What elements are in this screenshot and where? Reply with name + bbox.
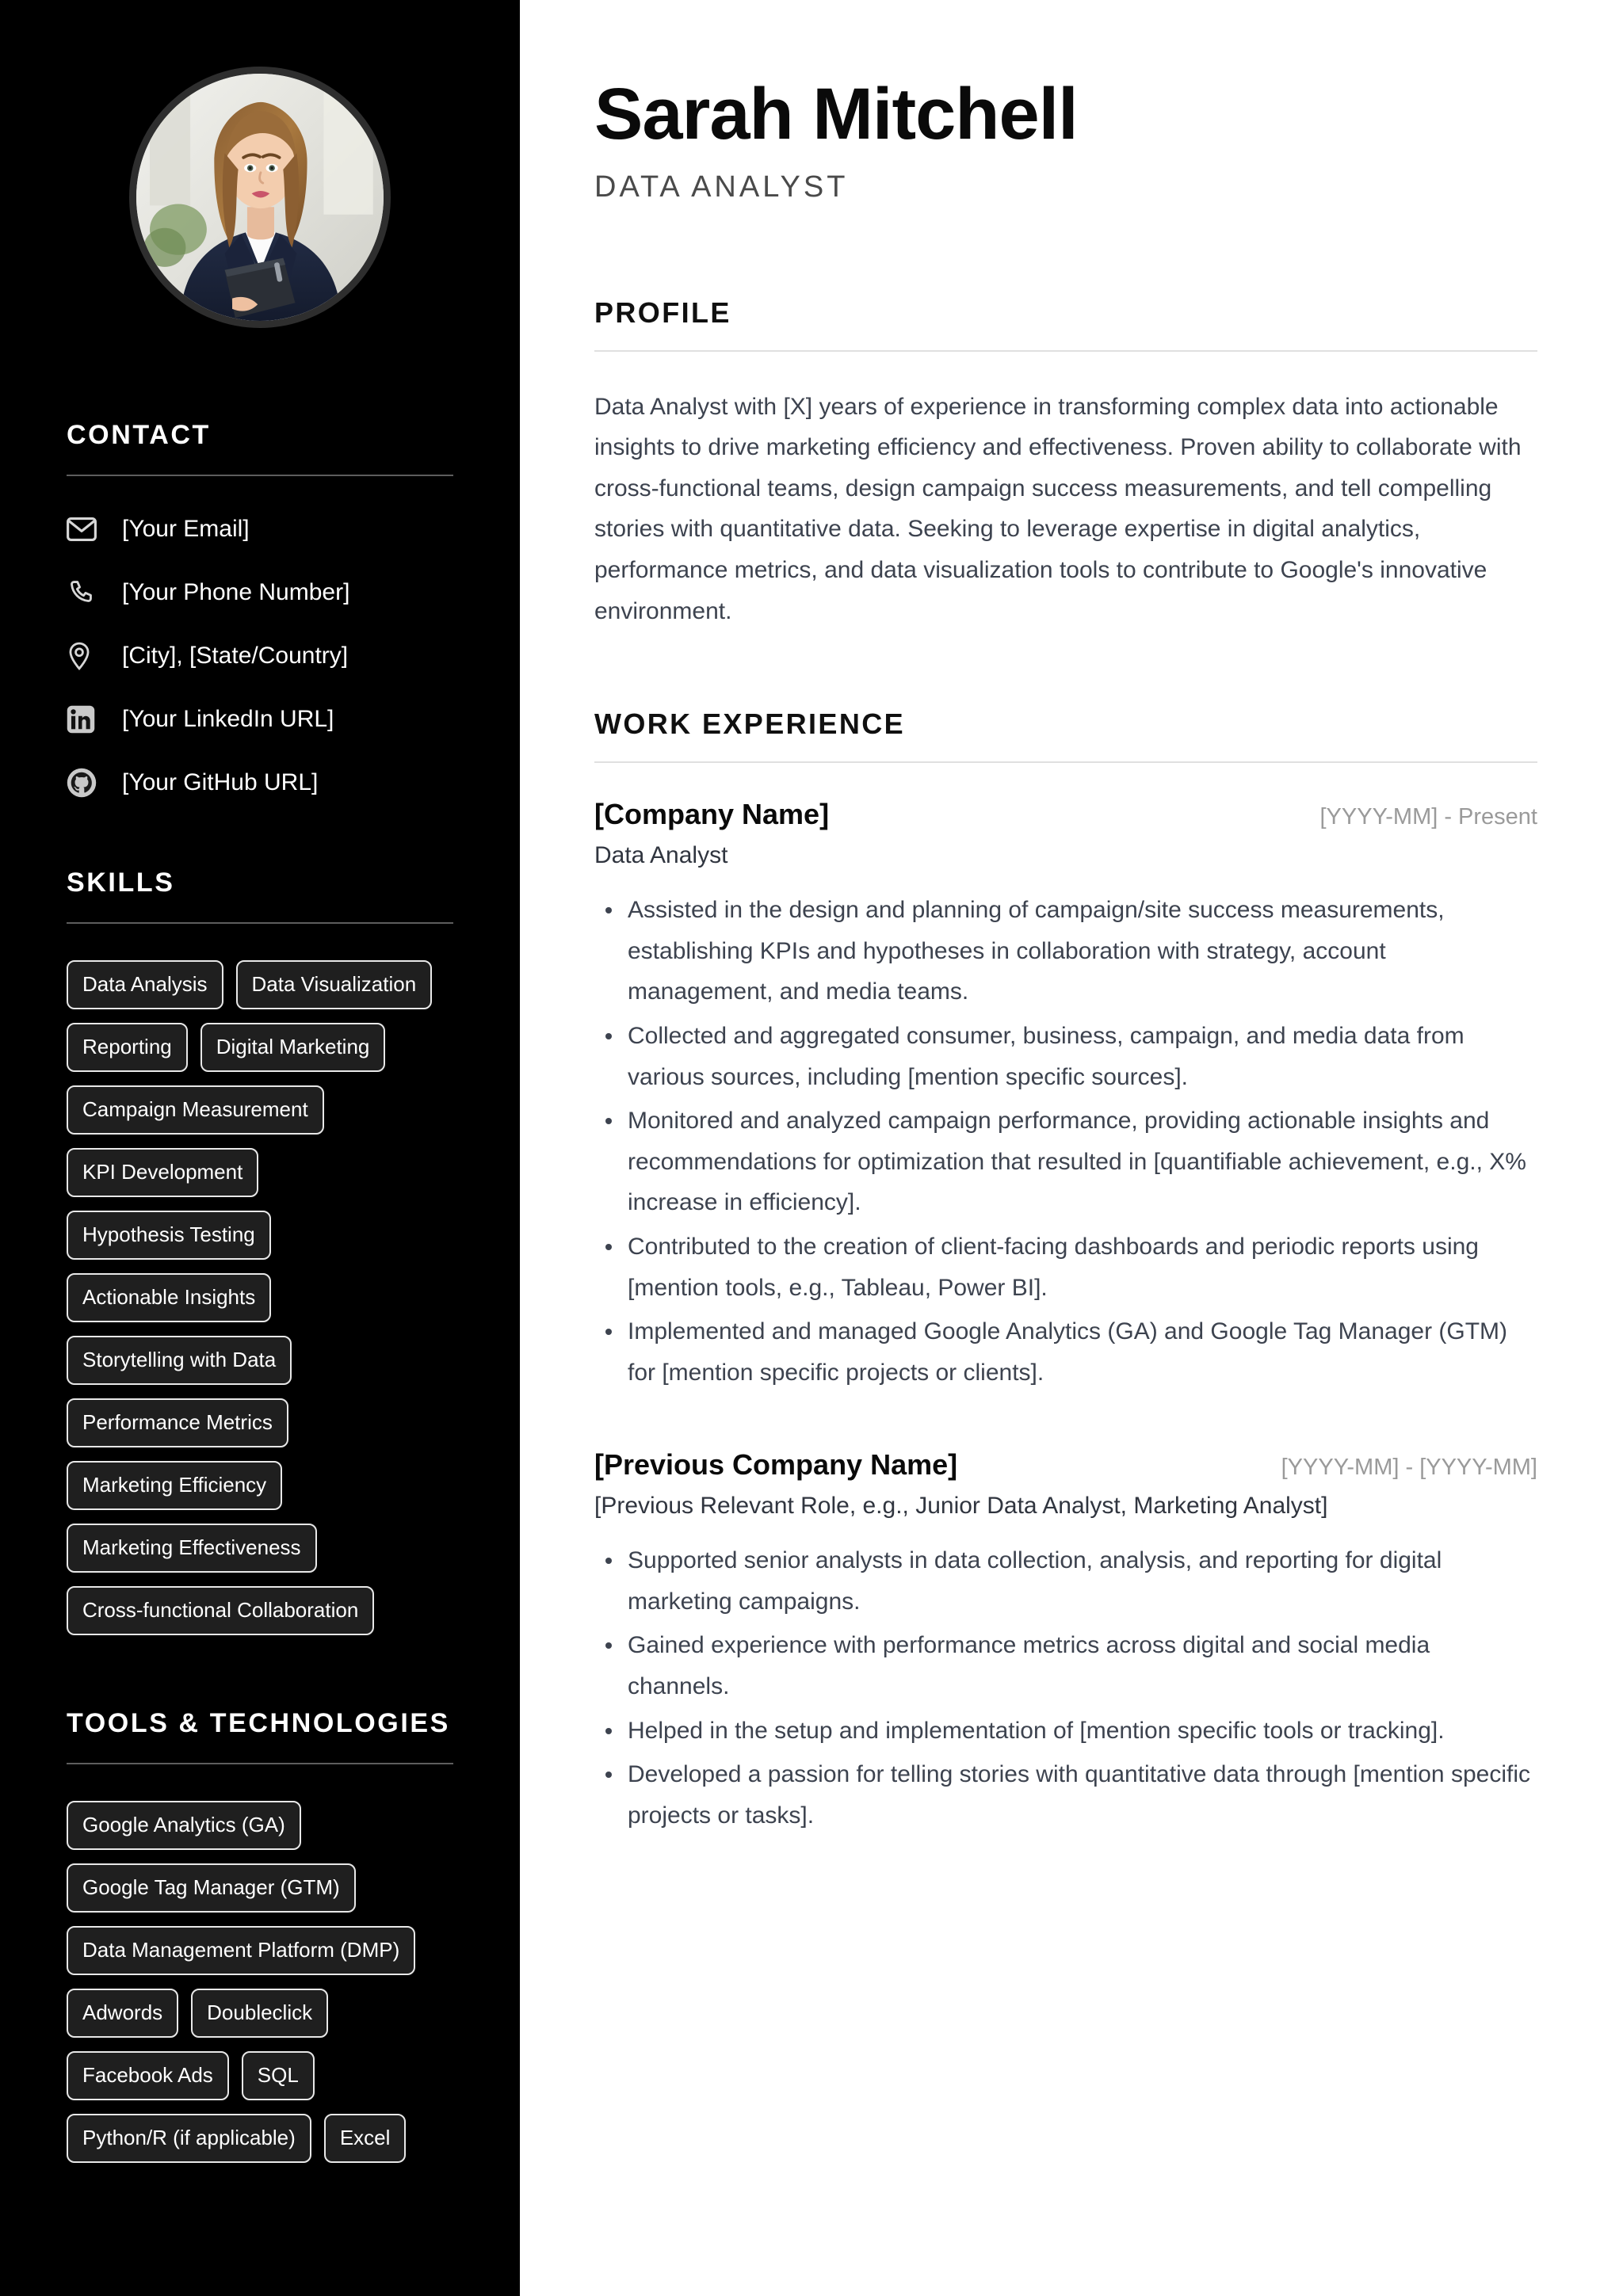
- experience-list: [594, 798, 1537, 1836]
- skills-heading: SKILLS: [67, 868, 175, 898]
- main-content: [520, 0, 1623, 2296]
- responsibility-item: Contributed to the creation of client-facing dashboards and periodic reports using [mention tools, e.g., Tableau, Power BI].: [594, 1226, 1537, 1308]
- tool-tag[interactable]: Adwords: [67, 1989, 178, 2038]
- contact-item-email[interactable]: [67, 513, 453, 546]
- contact-divider: [67, 475, 453, 476]
- tools-heading: TOOLS & TECHNOLOGIES: [67, 1708, 450, 1738]
- profile-section-heading: PROFILE: [594, 296, 731, 329]
- experience-entry: [594, 1448, 1537, 1836]
- contact-phone-label: [Your Phone Number]: [122, 579, 350, 605]
- skill-tag[interactable]: Data Visualization: [236, 960, 433, 1009]
- tool-tag[interactable]: Data Management Platform (DMP): [67, 1926, 415, 1975]
- employment-dates: [YYYY-MM] - Present: [1319, 804, 1537, 830]
- linkedin-icon: [67, 703, 101, 736]
- skill-tag[interactable]: Digital Marketing: [200, 1023, 386, 1072]
- contact-item-linkedin[interactable]: [67, 703, 453, 736]
- skill-tag[interactable]: Campaign Measurement: [67, 1085, 324, 1135]
- responsibility-item: Supported senior analysts in data collection, analysis, and reporting for digital marketing campaigns.: [594, 1540, 1537, 1622]
- skill-tag[interactable]: Storytelling with Data: [67, 1336, 292, 1385]
- tools-divider: [67, 1763, 453, 1764]
- tools-tag-list: [67, 1801, 453, 2163]
- skill-tag[interactable]: Marketing Efficiency: [67, 1461, 282, 1510]
- company-name: [Company Name]: [594, 798, 830, 831]
- github-icon: [67, 766, 101, 799]
- skill-tag[interactable]: Performance Metrics: [67, 1398, 288, 1447]
- responsibility-item: Gained experience with performance metrics across digital and social media channels.: [594, 1625, 1537, 1707]
- responsibility-item: Developed a passion for telling stories with quantitative data through [mention specific projects or tasks].: [594, 1754, 1537, 1836]
- tool-tag[interactable]: SQL: [242, 2051, 315, 2100]
- job-role-title: [Previous Relevant Role, e.g., Junior Data Analyst, Marketing Analyst]: [594, 1493, 1328, 1520]
- email-icon: [67, 513, 101, 546]
- skills-divider: [67, 922, 453, 924]
- tool-tag[interactable]: Google Analytics (GA): [67, 1801, 301, 1850]
- tool-tag[interactable]: Facebook Ads: [67, 2051, 229, 2100]
- contact-github-label: [Your GitHub URL]: [122, 769, 319, 795]
- contact-list: [67, 513, 453, 799]
- location-pin-icon: [67, 639, 101, 673]
- skill-tag[interactable]: Marketing Effectiveness: [67, 1524, 317, 1573]
- avatar: [129, 67, 391, 328]
- profile-divider: [594, 350, 1537, 352]
- tool-tag[interactable]: Google Tag Manager (GTM): [67, 1863, 356, 1913]
- profile-summary-text: Data Analyst with [X] years of experience in transforming complex data into actionable insights to drive marketing efficiency and effectiveness. Proven ability to collaborate with cross-functional teams, design campaign success measurements, and tell compelling stories with quantitative data. Seeking to leverage expertise in digital analytics, performance metrics, and data visualization tools to contribute to Google's innovative environment.: [594, 393, 1522, 624]
- contact-email-label: [Your Email]: [122, 516, 250, 542]
- responsibility-item: Assisted in the design and planning of campaign/site success measurements, establishing KPIs and hypotheses in collaboration with strategy, account management, and media teams.: [594, 890, 1537, 1013]
- contact-linkedin-label: [Your LinkedIn URL]: [122, 706, 334, 732]
- contact-location-label: [City], [State/Country]: [122, 643, 349, 669]
- company-name: [Previous Company Name]: [594, 1448, 958, 1482]
- responsibility-item: Implemented and managed Google Analytics (GA) and Google Tag Manager (GTM) for [mention specific projects or clients].: [594, 1311, 1537, 1393]
- profile-photo-wrap: [67, 67, 453, 328]
- page-title: Sarah Mitchell: [594, 74, 1078, 154]
- contact-heading: CONTACT: [67, 420, 211, 450]
- tool-tag[interactable]: Excel: [324, 2114, 407, 2163]
- contact-item-location[interactable]: [67, 639, 453, 673]
- sidebar: [0, 0, 520, 2296]
- phone-icon: [67, 576, 101, 609]
- experience-entry: [594, 798, 1537, 1393]
- experience-divider: [594, 761, 1537, 763]
- skill-tag[interactable]: KPI Development: [67, 1148, 258, 1197]
- skill-tag[interactable]: Hypothesis Testing: [67, 1211, 271, 1260]
- responsibility-item: Monitored and analyzed campaign performance, providing actionable insights and recommendations for optimization that resulted in [quantifiable achievement, e.g., X% increase in efficiency].: [594, 1100, 1537, 1223]
- job-role-title: Data Analyst: [594, 842, 728, 869]
- skill-tag[interactable]: Cross-functional Collaboration: [67, 1586, 374, 1635]
- headshot-illustration: [136, 74, 384, 321]
- employment-dates: [YYYY-MM] - [YYYY-MM]: [1281, 1455, 1537, 1481]
- skill-tag[interactable]: Actionable Insights: [67, 1273, 271, 1322]
- experience-entry-header: [594, 1448, 1537, 1482]
- skill-tag[interactable]: Reporting: [67, 1023, 188, 1072]
- responsibility-item: Helped in the setup and implementation of [mention specific tools or tracking].: [594, 1711, 1537, 1752]
- job-title-subheading: DATA ANALYST: [594, 170, 849, 204]
- contact-item-github[interactable]: [67, 766, 453, 799]
- experience-entry-header: [594, 798, 1537, 831]
- skills-tag-list: [67, 960, 453, 1635]
- responsibility-list: [594, 890, 1537, 1393]
- responsibility-list: [594, 1540, 1537, 1836]
- contact-item-phone[interactable]: [67, 576, 453, 609]
- tool-tag[interactable]: Doubleclick: [191, 1989, 328, 2038]
- responsibility-item: Collected and aggregated consumer, business, campaign, and media data from various sources, including [mention specific sources].: [594, 1016, 1537, 1097]
- skill-tag[interactable]: Data Analysis: [67, 960, 223, 1009]
- experience-section-heading: WORK EXPERIENCE: [594, 707, 906, 741]
- tool-tag[interactable]: Python/R (if applicable): [67, 2114, 311, 2163]
